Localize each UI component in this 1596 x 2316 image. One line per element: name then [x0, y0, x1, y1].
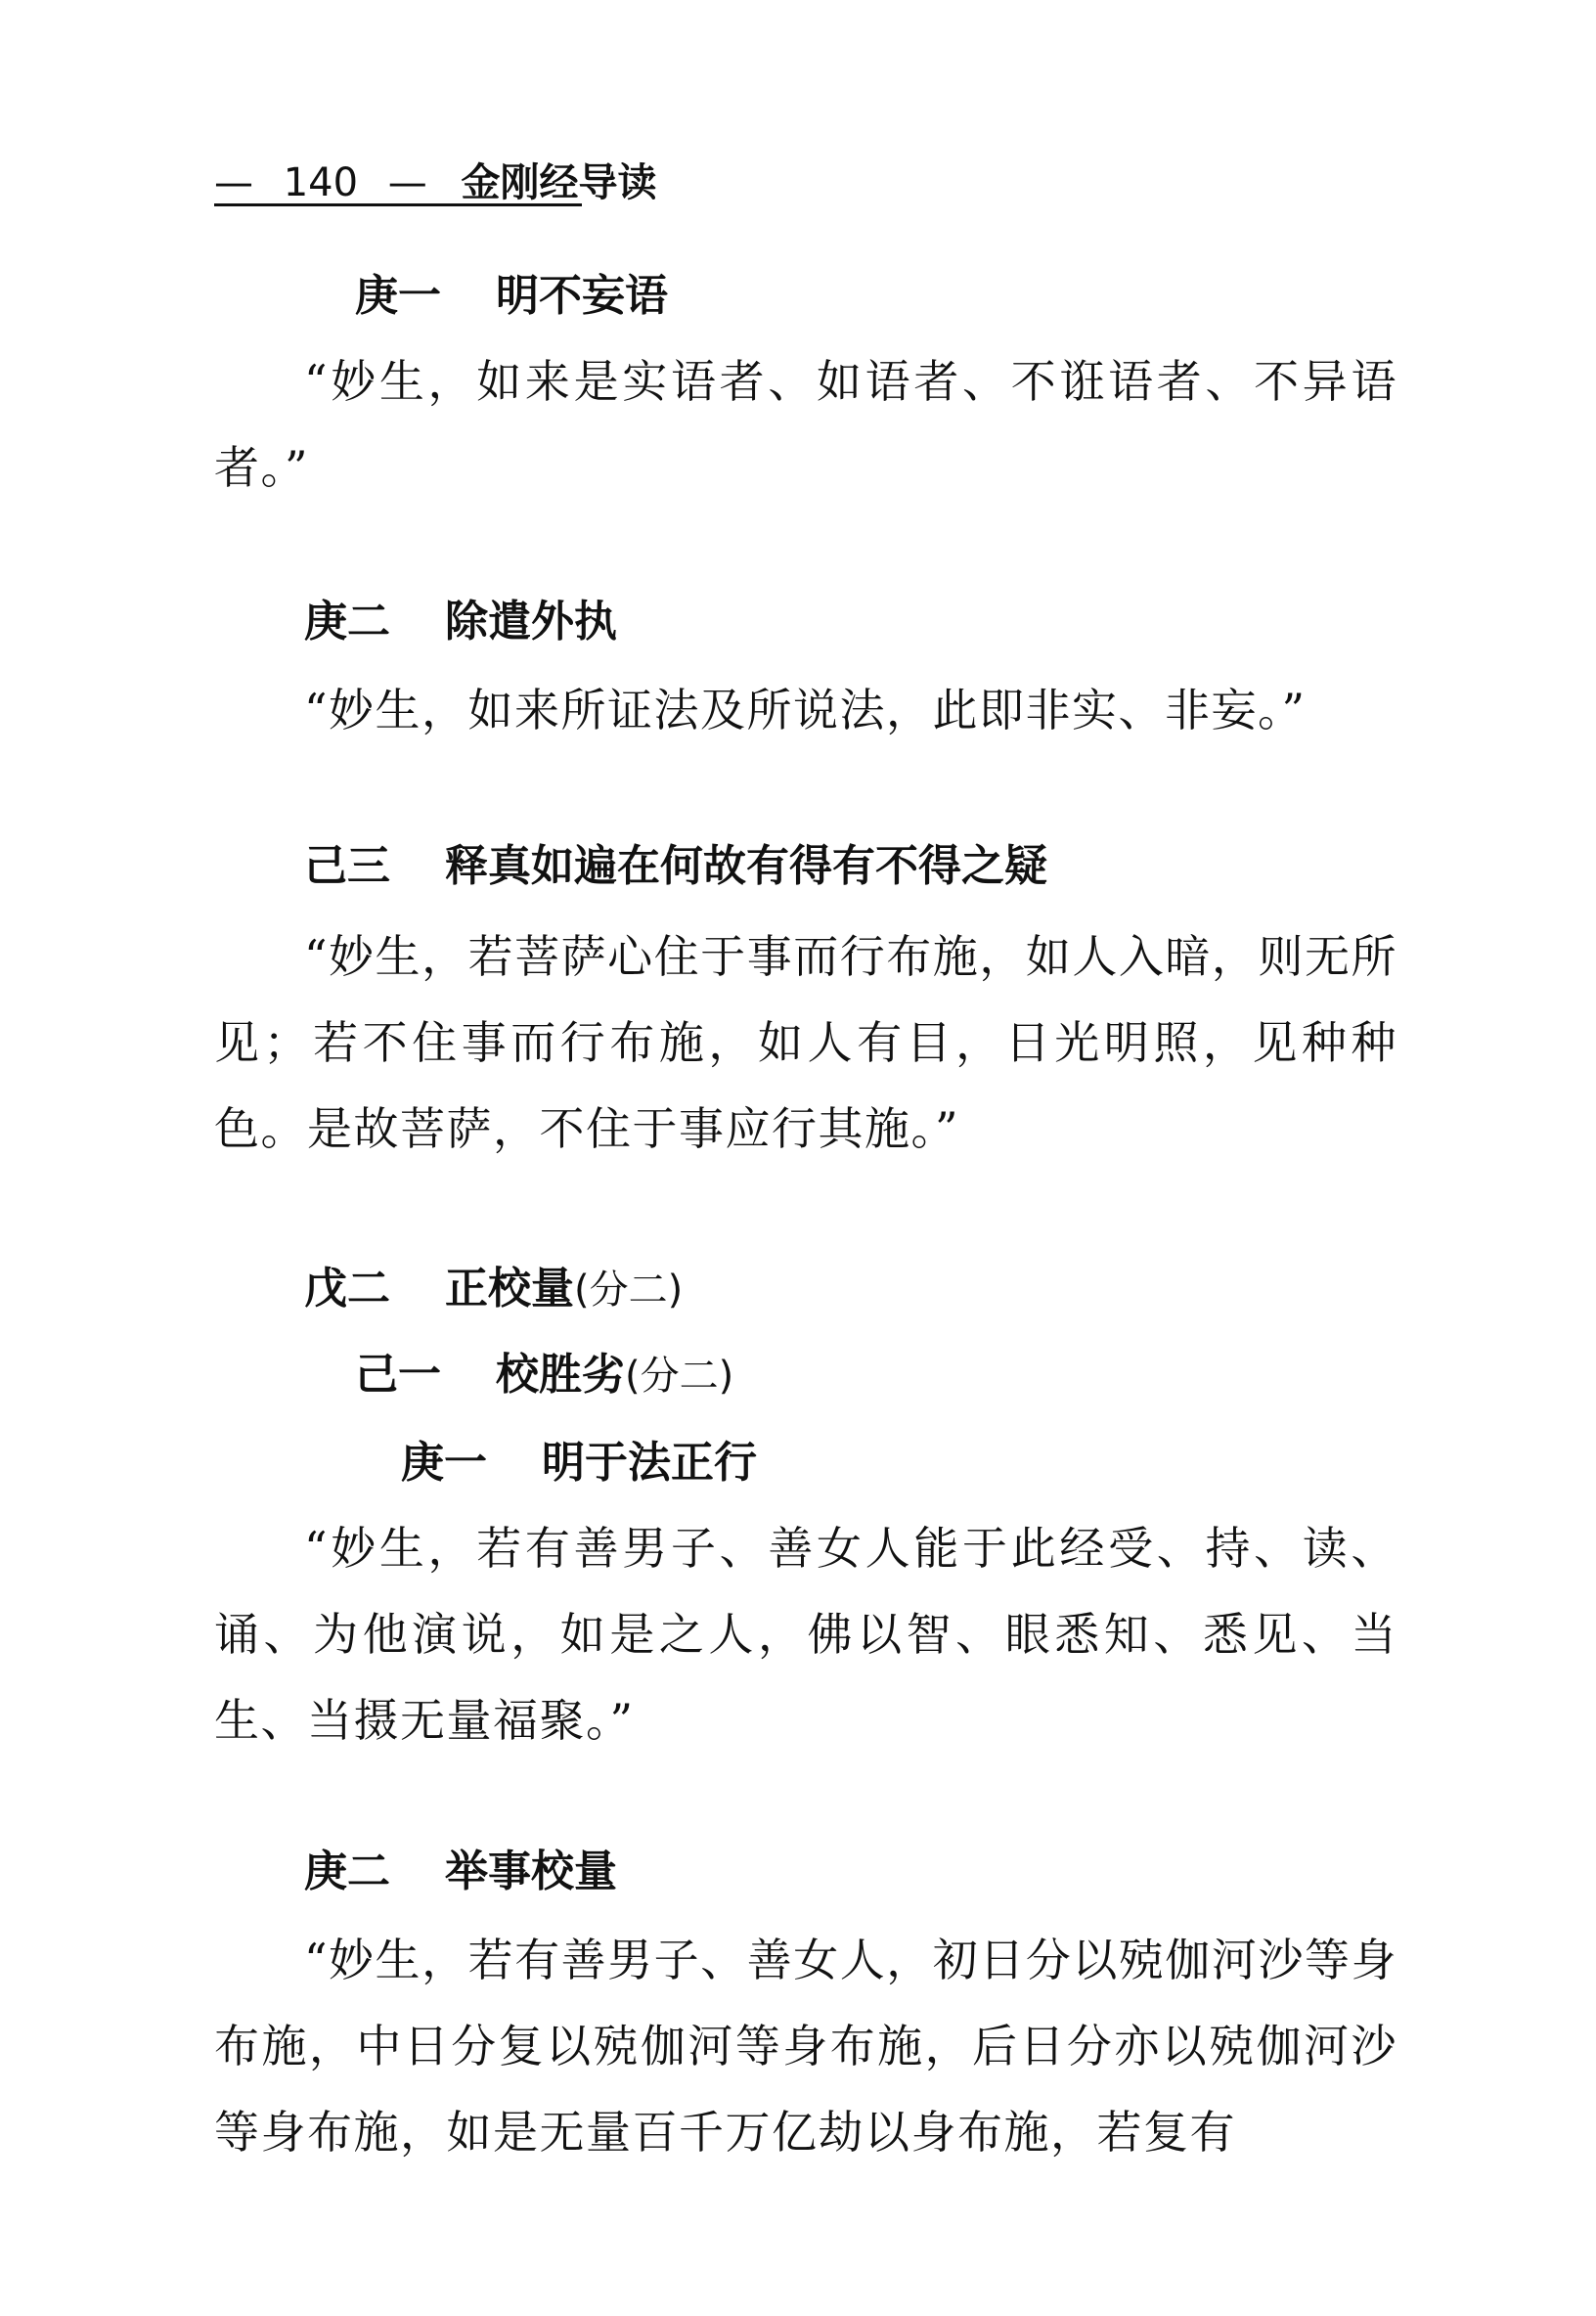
section-title: 明不妄语 — [496, 271, 668, 321]
section-heading — [304, 1262, 683, 1317]
section-heading — [304, 595, 617, 649]
section-note: (分二) — [574, 1268, 684, 1313]
section-heading — [401, 1436, 757, 1491]
paragraph: “妙生，若有善男子、善女人，初日分以殑伽河沙等身布施，中日分复以殑伽河等身布施，后日分亦以殑伽河沙等身布施，如是无量百千万亿劫以身布施，若复有 — [214, 1934, 1397, 2159]
section-label: 己一 — [355, 1350, 441, 1400]
header-dash-right: — — [387, 160, 427, 205]
section-heading — [304, 1845, 617, 1899]
section-label: 庚一 — [355, 271, 441, 321]
header-rule — [214, 203, 582, 206]
section-heading — [304, 839, 1047, 894]
page-number: 140 — [283, 160, 359, 205]
section-label: 己三 — [304, 841, 390, 891]
header-dash-left: — — [214, 160, 253, 205]
paragraph: “妙生，若菩萨心住于事而行布施，如人入暗，则无所见；若不住事而行布施，如人有目，日光明照，见种种色。是故菩萨，不住于事应行其施。” — [214, 930, 1397, 1155]
section-title: 除遣外执 — [445, 597, 617, 646]
page-header — [214, 158, 657, 207]
section-title: 正校量 — [445, 1264, 574, 1314]
section-heading — [355, 1348, 733, 1403]
section-note: (分二) — [625, 1354, 734, 1399]
section-title: 举事校量 — [445, 1847, 617, 1896]
section-label: 庚二 — [304, 1847, 390, 1896]
section-title: 明于法正行 — [542, 1438, 757, 1488]
section-label: 庚二 — [304, 597, 390, 646]
section-heading — [355, 269, 668, 324]
paragraph: “妙生，如来所证法及所说法，此即非实、非妄。” — [304, 684, 1307, 736]
book-title: 金刚经导读 — [461, 160, 657, 205]
section-title: 校胜劣 — [496, 1350, 625, 1400]
section-label: 庚一 — [401, 1438, 487, 1488]
paragraph: “妙生，若有善男子、善女人能于此经受、持、读、诵、为他演说，如是之人，佛以智、眼悉知、悉见、当生、当摄无量福聚。” — [214, 1522, 1397, 1747]
paragraph: “妙生，如来是实语者、如语者、不诳语者、不异语者。” — [214, 355, 1397, 494]
section-title: 释真如遍在何故有得有不得之疑 — [445, 841, 1047, 891]
section-label: 戊二 — [304, 1264, 390, 1314]
